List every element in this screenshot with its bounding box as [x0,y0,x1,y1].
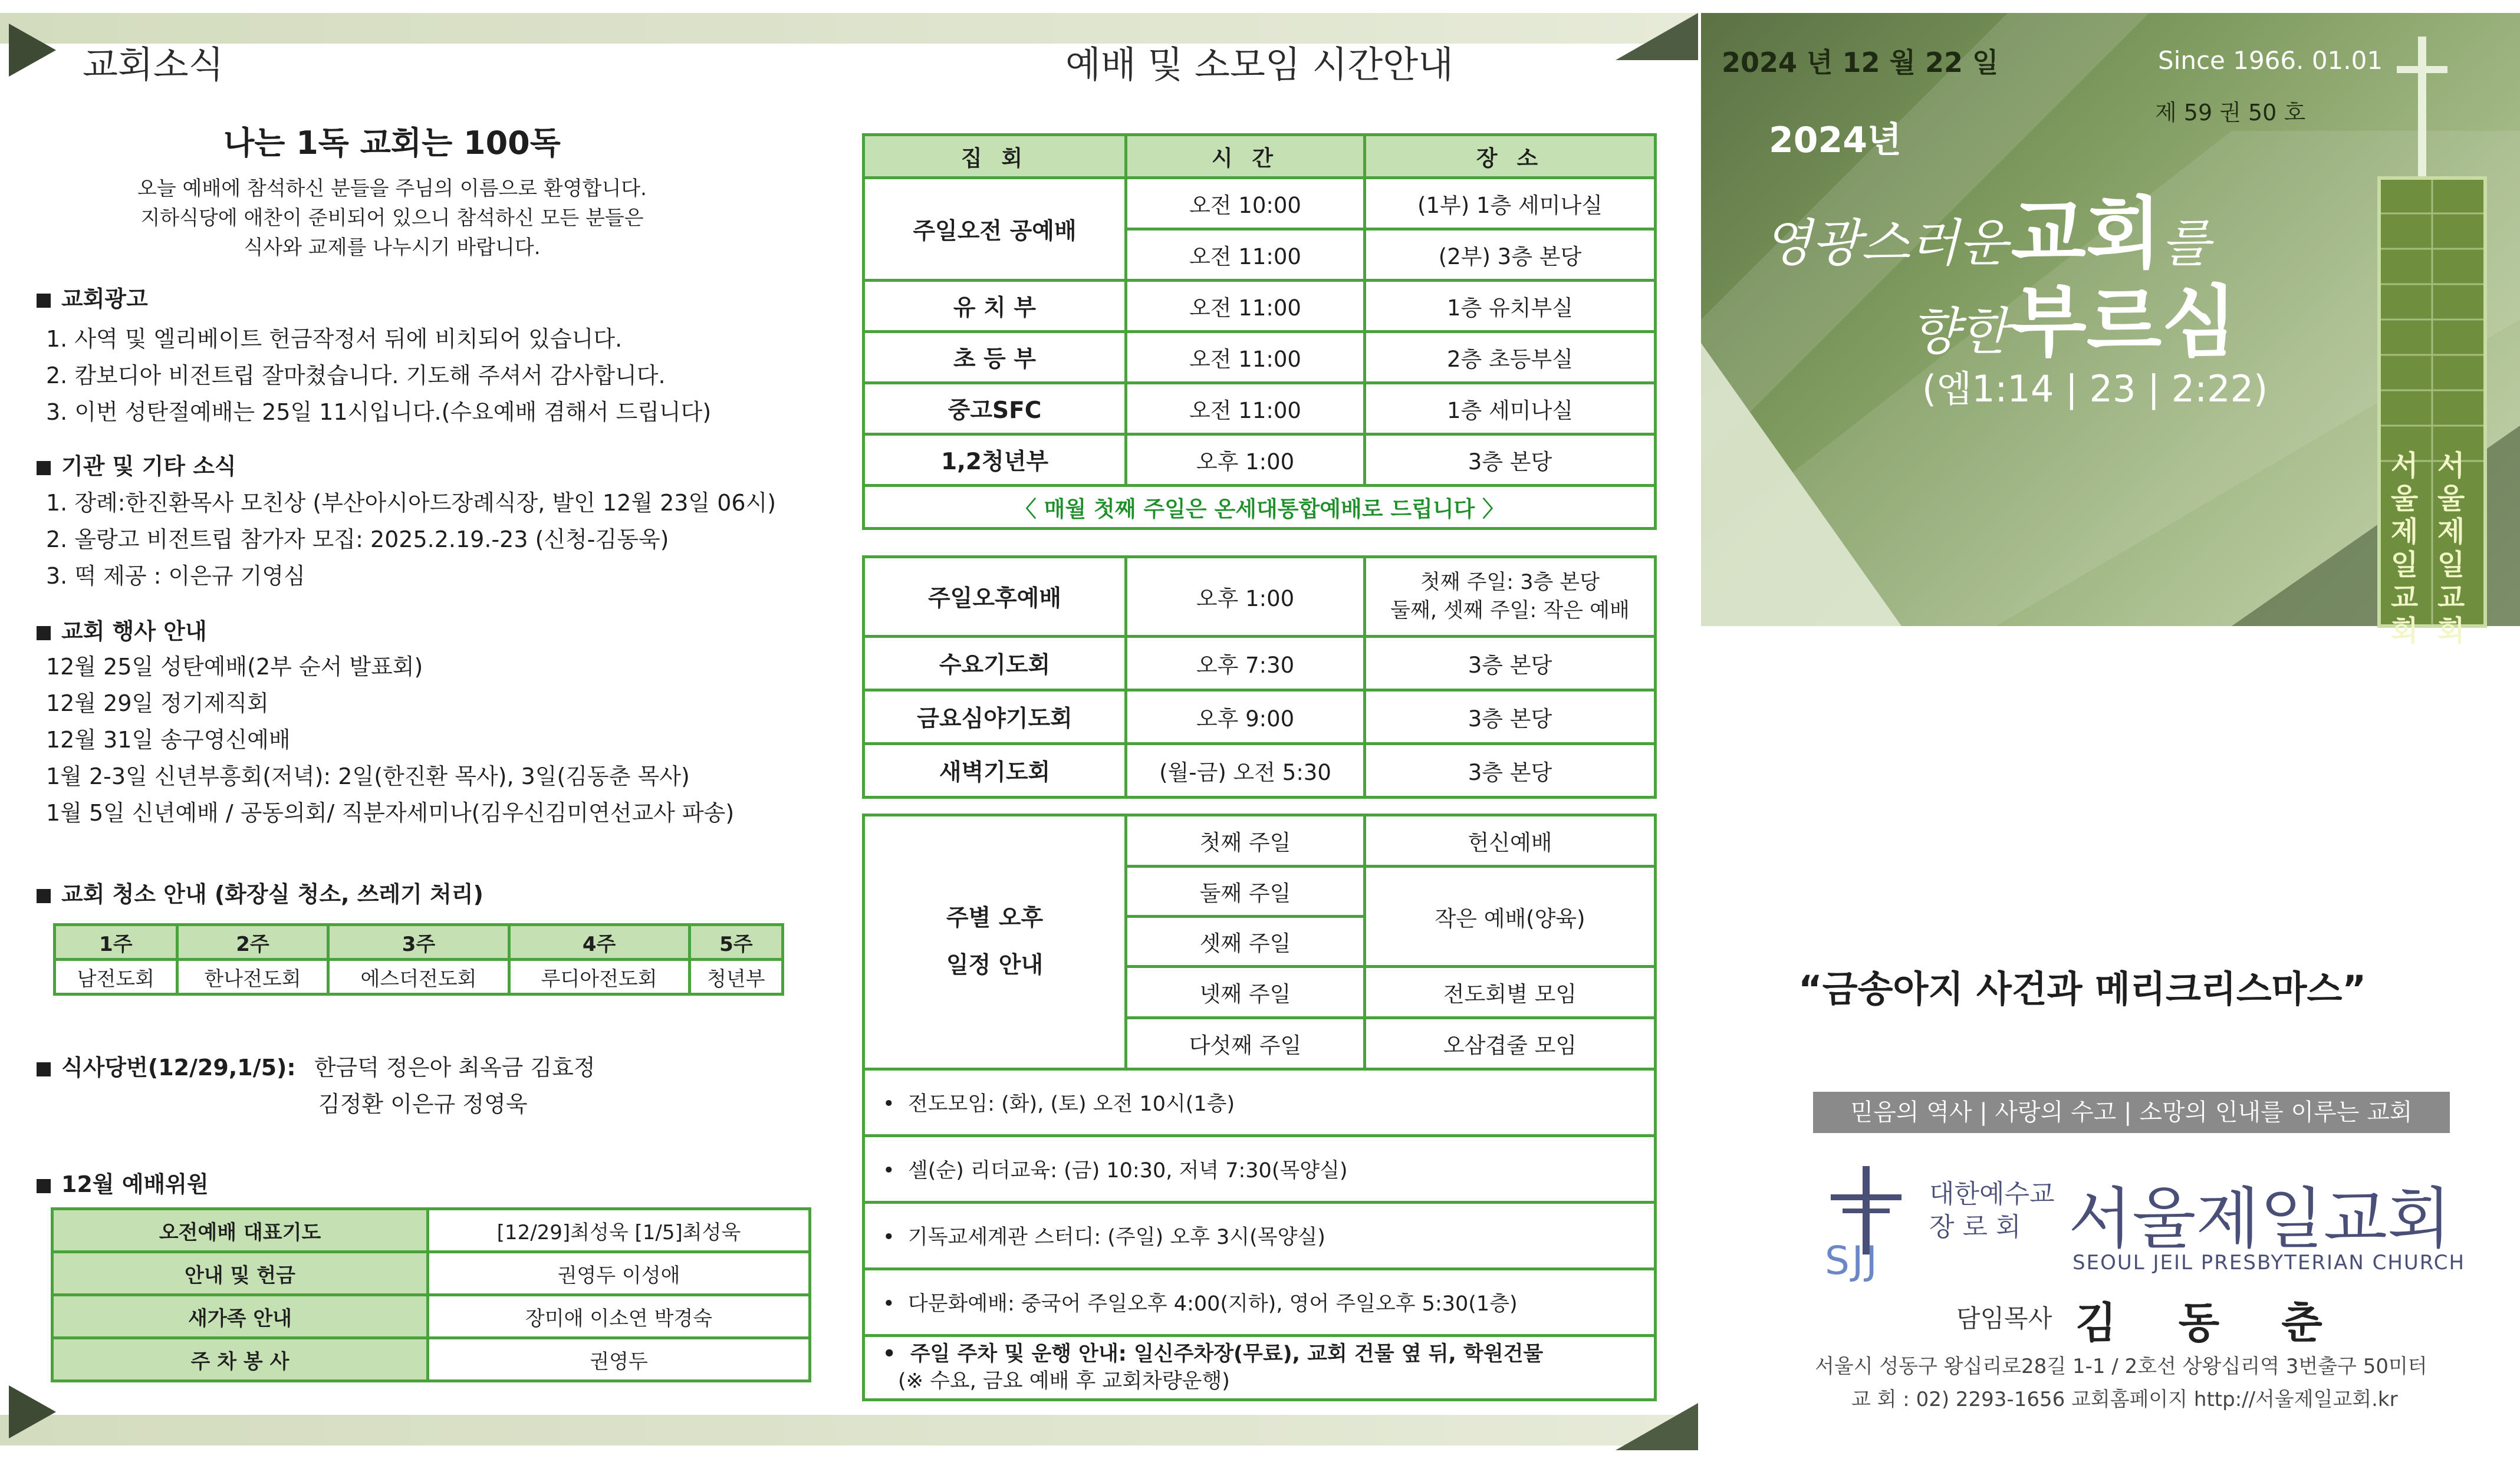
table-row [864,1269,1656,1336]
ads-list [46,321,711,430]
table-header-cell: 1주 [55,925,177,960]
place-line: 둘째, 셋째 주일: 작은 예배 [1390,599,1630,623]
service-name: 1,2청년부 [864,434,1126,486]
week-cell: 둘째 주일 [1126,867,1365,917]
table-row [864,690,1656,744]
service-place: 3층 본당 [1365,690,1656,744]
role-cell: 주 차 봉 사 [52,1338,428,1381]
church-contact: 교 회 : 02) 2293-1656 교회홈페이지 http://서울제일교회.kr [1851,1388,2398,1411]
church-name: 서울제일교회 [2068,1181,2452,1257]
table-row [52,1252,810,1295]
schedule-table-main [862,133,1657,530]
table-row [864,383,1656,434]
parking-line2: (※ 수요, 금요 예배 후 교회차량운행) [898,1369,1230,1393]
place-line: 첫째 주일: 3층 본당 [1420,571,1600,594]
service-place: (2부) 3층 본당 [1365,229,1656,281]
table-cell: 청년부 [689,960,782,995]
list-item: 1월 2-3일 신년부흥회(저녁): 2일(한진환 목사), 3일(김동춘 목사) [46,763,690,789]
list-item: 1. 장례:한진환목사 모친상 (부산아시아드장례식장, 발인 12월 23일 06시) [46,490,777,516]
events-list [46,648,734,831]
name-cell: 장미애 이소연 박경숙 [428,1295,810,1338]
integrated-worship-note: 〈 매월 첫째 주일은 온세대통합예배로 드립니다 〉 [864,486,1656,529]
table-row [864,1136,1656,1203]
list-item: 3. 떡 제공 : 이은규 기영심 [46,563,305,589]
table-row [52,1295,810,1338]
table-row [864,281,1656,332]
church-address: 서울시 성동구 왕십리로28길 1-1 / 2호선 상왕십리역 3번출구 50미터 [1815,1355,2427,1378]
theme-small: 영광스러운 [1763,214,2008,273]
theme-verse: (엡1:14 | 23 | 2:22) [1922,367,2268,410]
service-name: 수요기도회 [864,637,1126,690]
list-item: 1월 5일 신년예배 / 공동의회/ 직분자세미나(김우신김미연선교사 파송) [46,800,735,826]
service-name: 주일오후예배 [864,557,1126,637]
service-place: 1층 세미나실 [1365,383,1656,434]
volume-number: 제 59 권 50 호 [2155,100,2306,126]
bullet-item: • 전도모임: (화), (토) 오전 10시(1층) [864,1069,1656,1136]
table-row [864,637,1656,690]
welcome-line: 지하식당에 애찬이 준비되어 있으니 참석하신 모든 분들은 [140,206,644,230]
agency-section-title: 기관 및 기타 소식 [37,448,236,480]
list-item: 12월 25일 성탄예배(2부 순서 발표회) [46,654,423,680]
corner-triangle-left-top [9,24,56,77]
schedule-table-weekly [862,814,1657,1401]
table-header-cell: 4주 [509,925,689,960]
worship-committee-title: 12월 예배위원 [37,1166,209,1198]
list-item: 12월 31일 송구영신예배 [46,727,291,753]
cleaning-section-title: 교회 청소 안내 (화장실 청소, 쓰레기 처리) [37,876,483,908]
pastor-label: 담임목사 [1956,1304,2052,1333]
name-cell: 권영두 [428,1338,810,1381]
table-row [864,178,1656,229]
table-header-cell: 2주 [177,925,328,960]
table-header-cell: 5주 [689,925,782,960]
service-time: 오후 1:00 [1126,557,1365,637]
service-name: 초 등 부 [864,332,1126,383]
role-cell: 오전예배 대표기도 [52,1209,428,1252]
list-item: 2. 캄보디아 비전트립 잘마쳤습니다. 기도해 주셔서 감사합니다. [46,363,666,388]
table-row [52,1209,810,1252]
meal-duty-line2: 김정환 이은규 정영욱 [318,1091,528,1117]
theme-line2 [1910,259,2237,371]
tower-text-left: 서울제일교회 [2390,449,2419,647]
cleaning-table [53,923,784,996]
sermon-title: “금송아지 사건과 메리크리스마스” [1798,967,2367,1010]
bullet-item: • 기독교세계관 스터디: (주일) 오후 3시(목양실) [864,1203,1656,1269]
denomination [1929,1178,2055,1244]
weekly-label-line: 주별 오후 [946,905,1044,931]
schedule-table-weekday [862,555,1657,799]
service-time: 오후 1:00 [1126,434,1365,486]
service-place: 3층 본당 [1365,744,1656,798]
table-cell: 루디아전도회 [509,960,689,995]
denomination-line: 대한예수교 [1929,1179,2055,1209]
service-name: 중고SFC [864,383,1126,434]
service-place: 3층 본당 [1365,434,1656,486]
table-header-cell: 시 간 [1126,135,1365,178]
service-name: 새벽기도회 [864,744,1126,798]
worship-committee-table [51,1207,811,1382]
table-row [864,135,1656,178]
service-place: 3층 본당 [1365,637,1656,690]
service-time: 오후 9:00 [1126,690,1365,744]
tower-text-right: 서울제일교회 [2437,449,2465,647]
service-place: (1부) 1층 세미나실 [1365,178,1656,229]
welcome-title: 나는 1독 교회는 100독 [223,124,561,162]
welcome-line: 식사와 교제를 나누시기 바랍니다. [244,236,541,259]
events-section-title: 교회 행사 안내 [37,613,207,646]
list-item: 1. 사역 및 엘리베이트 헌금작정서 뒤에 비치되어 있습니다. [46,326,623,352]
parking-line1: 주일 주차 및 운행 안내: 일신주차장(무료), 교회 건물 옆 뒤, 학원건물 [910,1342,1544,1366]
table-cell: 에스더전도회 [328,960,509,995]
role-cell: 새가족 안내 [52,1295,428,1338]
meal-duty-line1: 한금덕 정은아 최옥금 김효정 [314,1055,596,1081]
logo-letters: SJJ [1825,1238,1880,1283]
table-row [864,557,1656,637]
table-cell: 남전도회 [55,960,177,995]
table-row [864,486,1656,529]
name-cell: 권영두 이성애 [428,1252,810,1295]
meal-duty-label: 식사당번(12/29,1/5): [61,1055,296,1081]
since-date: Since 1966. 01.01 [2158,46,2383,75]
name-cell: [12/29]최성욱 [1/5]최성욱 [428,1209,810,1252]
week-cell: 셋째 주일 [1126,917,1365,967]
service-time: 오후 7:30 [1126,637,1365,690]
table-row [864,815,1656,867]
table-row [55,925,783,960]
table-row [864,332,1656,383]
week-event: 작은 예배(양육) [1365,867,1656,967]
service-name: 주일오전 공예배 [864,178,1126,281]
weekly-label-line: 일정 안내 [946,952,1044,979]
theme-small: 향한 [1910,302,2009,361]
parking-info: • 주일 주차 및 운행 안내: 일신주차장(무료), 교회 건물 옆 뒤, 학원건물 (※ 수요, 금요 예배 후 교회차량운행) [864,1336,1656,1400]
table-row [864,1203,1656,1269]
welcome-block [88,118,696,262]
table-row [52,1338,810,1381]
list-item: 12월 29일 정기제직회 [46,690,269,716]
issue-date: 2024 년 12 월 22 일 [1722,47,1999,78]
service-name: 유 치 부 [864,281,1126,332]
table-header-cell: 장 소 [1365,135,1656,178]
bullet-item: • 다문화예배: 중국어 주일오후 4:00(지하), 영어 주일오후 5:30(1층) [864,1269,1656,1336]
table-header-cell: 집 회 [864,135,1126,178]
service-time: (월-금) 오전 5:30 [1126,744,1365,798]
theme-small: 를 [2161,214,2210,273]
theme-year: 2024년 [1769,120,1901,161]
service-place: 1층 유치부실 [1365,281,1656,332]
service-time: 오전 11:00 [1126,383,1365,434]
table-cell: 한나전도회 [177,960,328,995]
schedule-header: 예배 및 소모임 시간안내 [1065,43,1454,86]
week-event: 오삼겹줄 모임 [1365,1018,1656,1069]
service-time: 오전 11:00 [1126,229,1365,281]
theme-big: 부르심 [2011,277,2237,368]
table-row [864,434,1656,486]
table-row [864,744,1656,798]
service-time: 오전 11:00 [1126,281,1365,332]
theme-big: 교회 [2011,189,2162,279]
service-name: 금요심야기도회 [864,690,1126,744]
list-item: 3. 이번 성탄절예배는 25일 11시입니다.(수요예배 겸해서 드립니다) [46,399,712,425]
table-header-cell: 3주 [328,925,509,960]
church-name-en: SEOUL JEIL PRESBYTERIAN CHURCH [2072,1251,2466,1275]
table-row [864,1336,1656,1400]
weekly-schedule-label [864,815,1126,1069]
church-tower-image [2355,13,2509,626]
week-event: 전도회별 모임 [1365,967,1656,1018]
week-cell: 다섯째 주일 [1126,1018,1365,1069]
bottom-banner-left [0,1415,1698,1445]
meal-duty [37,1049,596,1082]
table-row [55,960,783,995]
service-time: 오전 10:00 [1126,178,1365,229]
service-place [1365,557,1656,637]
ads-section-title: 교회광고 [37,281,148,313]
list-item: 2. 올랑고 비전트립 참가자 모집: 2025.2.19.-23 (신청-김동욱) [46,526,669,552]
week-event: 헌신예배 [1365,815,1656,867]
service-place: 2층 초등부실 [1365,332,1656,383]
week-cell: 넷째 주일 [1126,967,1365,1018]
table-row [864,1069,1656,1136]
pastor-name: 김 동 춘 [2075,1298,2346,1348]
corner-triangle-mid-bottom [1616,1403,1698,1450]
welcome-line: 오늘 예배에 참석하신 분들을 주님의 이름으로 환영합니다. [137,177,647,200]
church-news-header: 교회소식 [83,43,224,86]
bullet-item: • 셀(순) 리더교육: (금) 10:30, 저녁 7:30(목양실) [864,1136,1656,1203]
agency-list [46,485,776,594]
role-cell: 안내 및 헌금 [52,1252,428,1295]
denomination-line: 장 로 회 [1929,1212,2021,1242]
church-motto: 믿음의 역사 | 사랑의 수고 | 소망의 인내를 이루는 교회 [1813,1092,2450,1133]
service-time: 오전 11:00 [1126,332,1365,383]
corner-triangle-left-bottom [9,1385,56,1438]
week-cell: 첫째 주일 [1126,815,1365,867]
